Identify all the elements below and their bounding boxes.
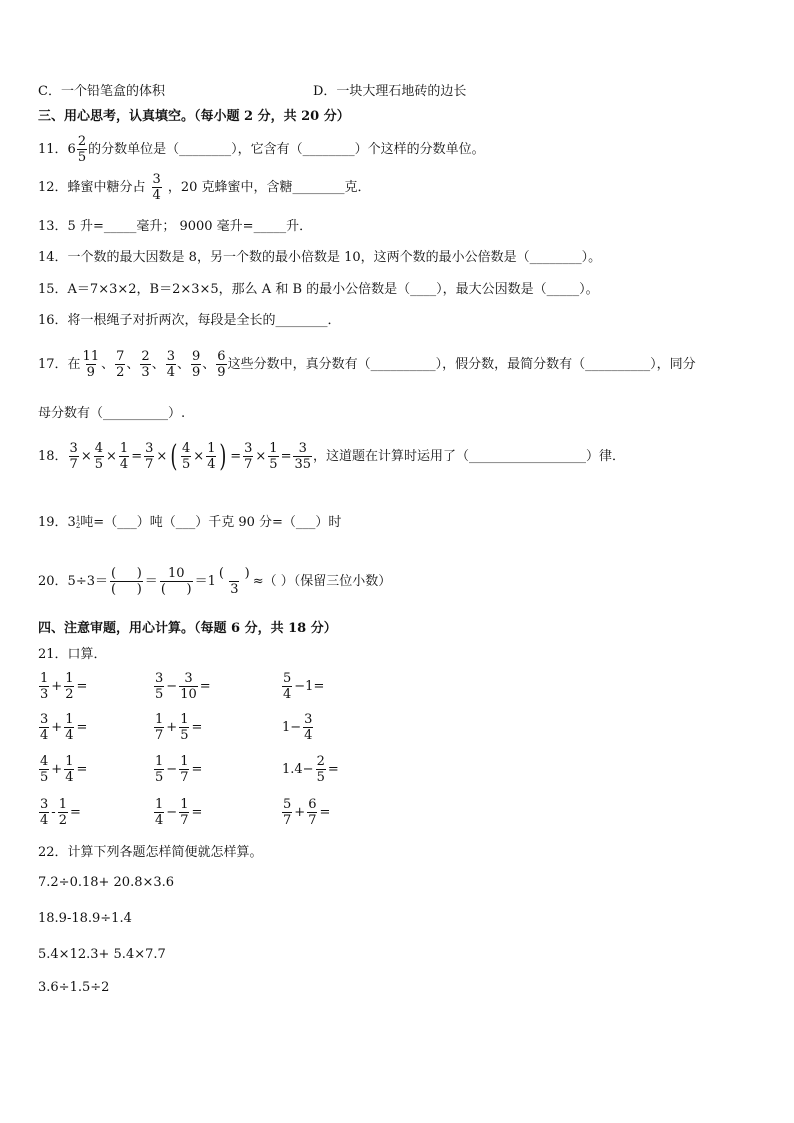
question-13: 13．5 升=_____毫升； 9000 毫升=_____升． <box>38 219 313 234</box>
fraction: $\frac{1}{7}$ <box>155 712 164 743</box>
oral-problem: $\frac{1}{7}$ + $\frac{1}{5}$ = <box>155 712 203 743</box>
question-17: 17．在 $\frac{11}{9}$ 、 $\frac{7}{2}$ 、 $\frac{2}{3}$ 、 $\frac{3}{4}$ 、 $\frac{9}{9}$ 、 $\frac{6}{9}$ 这些分数中，真分数有（__________），假分数，最简分数有（__________），同分 <box>38 349 696 380</box>
question-20: 20． 5÷3＝ $\frac{( )}{( )}$ ＝ $\frac{10}{( )}$ ＝ 1 $\frac{( )}{3}$ ≈（ ）（保留三位小数） <box>38 566 392 597</box>
question-21-title: 21．口算． <box>38 647 107 662</box>
oral-problem: $\frac{3}{4}$ + $\frac{1}{4}$ = <box>40 712 88 743</box>
fraction: $\frac{3}{4}$ <box>304 712 313 743</box>
fraction: $\frac{1}{5}$ <box>180 712 189 743</box>
fraction: $\frac{3}{10}$ <box>180 671 197 702</box>
fraction: $\frac{1}{4}$ <box>65 754 74 785</box>
oral-problem: $\frac{5}{7}$ + $\frac{6}{7}$ = <box>283 797 331 828</box>
oral-problem: $\frac{1}{3}$ + $\frac{1}{2}$ = <box>40 671 88 702</box>
right-paren: ) <box>219 438 227 474</box>
oral-problem: $\frac{5}{4}$ −1= <box>283 671 325 702</box>
calc-item: 7.2÷0.18+ 20.8×3.6 <box>38 875 175 890</box>
oral-problem: 1.4− $\frac{2}{5}$ = <box>282 754 339 785</box>
fraction: $\frac{1}{2}$ <box>65 671 74 702</box>
question-12: 12．蜂蜜中糖分占 $\frac{3}{4}$ ，20 克蜂蜜中，含糖________克． <box>38 172 371 203</box>
fraction: $\frac{1}{4}$ <box>155 797 164 828</box>
calc-item: 5.4×12.3+ 5.4×7.7 <box>38 947 166 962</box>
question-11: 11． 6 $\frac{2}{5}$ 的分数单位是（________），它含有（________）个这样的分数单位。 <box>38 134 485 165</box>
question-22-title: 22．计算下列各题怎样简便就怎样算。 <box>38 845 263 860</box>
fraction: $\frac{4}{5}$ <box>40 754 49 785</box>
oral-problem: 1− $\frac{3}{4}$ <box>282 712 313 743</box>
question-19: 19．3 1 2 吨=（___）吨（___）千克 90 分=（___）时 <box>38 515 342 530</box>
oral-problem: $\frac{3}{4}$ - $\frac{1}{2}$ = <box>40 797 81 828</box>
fraction: $\frac{3}{4}$ <box>40 712 49 743</box>
question-16: 16．将一根绳子对折两次，每段是全长的________． <box>38 313 341 328</box>
fraction: $\frac{2}{5}$ <box>316 754 325 785</box>
fraction: $\frac{3}{5}$ <box>155 671 164 702</box>
section-3-title: 三、用心思考，认真填空。（每小题 2 分，共 20 分） <box>38 109 350 124</box>
option-c: C．一个铅笔盒的体积 <box>38 84 165 99</box>
calc-item: 3.6÷1.5÷2 <box>38 980 110 995</box>
fraction: $\frac{6}{7}$ <box>308 797 317 828</box>
question-18: 18． $\frac{3}{7}$ × $\frac{4}{5}$ × $\frac{1}{4}$ = $\frac{3}{7}$ × ( $\frac{4}{5}$ × $\frac{1}{4}$ ) = $\frac{3}{7}$ × $\frac{1}{5}$ = $\frac{3}{35}$ ，这道题在计算时运用了（__________________）律． <box>38 438 626 474</box>
question-14: 14．一个数的最大因数是 8，另一个数的最小倍数是 10，这两个数的最小公倍数是（________）。 <box>38 250 602 265</box>
oral-problem: $\frac{4}{5}$ + $\frac{1}{4}$ = <box>40 754 88 785</box>
fraction: $\frac{3}{4}$ <box>40 797 49 828</box>
fraction: $\frac{1}{2}$ <box>58 797 67 828</box>
fraction: $\frac{5}{4}$ <box>283 671 292 702</box>
fraction: $\frac{1}{3}$ <box>40 671 49 702</box>
fraction: $\frac{1}{7}$ <box>180 797 189 828</box>
option-d: D．一块大理石地砖的边长 <box>313 84 467 99</box>
question-15: 15．A＝7×3×2，B＝2×3×5，那么 A 和 B 的最小公倍数是（____），最大公因数是（_____）。 <box>38 282 599 297</box>
oral-problem: $\frac{1}{5}$ − $\frac{1}{7}$ = <box>155 754 203 785</box>
fraction: $\frac{1}{5}$ <box>155 754 164 785</box>
calc-item: 18.9-18.9÷1.4 <box>38 911 132 926</box>
fraction: $\frac{5}{7}$ <box>283 797 292 828</box>
section-4-title: 四、注意审题，用心计算。（每题 6 分，共 18 分） <box>38 621 337 636</box>
left-paren: ( <box>170 438 178 474</box>
fraction: $\frac{1}{4}$ <box>65 712 74 743</box>
fraction: $\frac{1}{7}$ <box>180 754 189 785</box>
question-17-line2: 母分数有（__________）. <box>38 406 186 421</box>
oral-problem: $\frac{3}{5}$ − $\frac{3}{10}$ = <box>155 671 211 702</box>
oral-problem: $\frac{1}{4}$ − $\frac{1}{7}$ = <box>155 797 203 828</box>
